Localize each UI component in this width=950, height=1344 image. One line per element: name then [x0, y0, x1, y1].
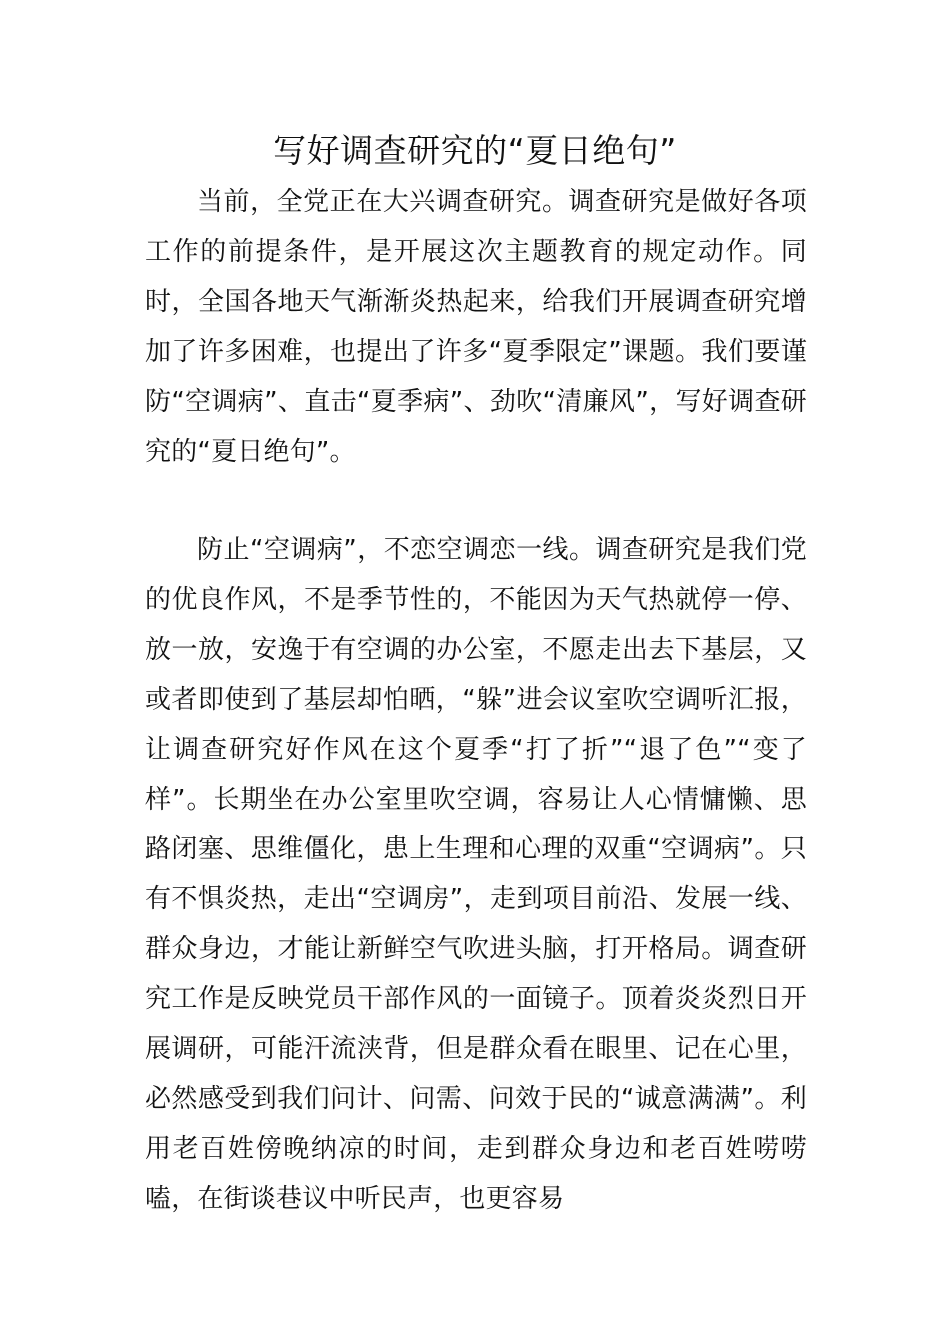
document-title: 写好调查研究的“夏日绝句”: [273, 131, 677, 170]
paragraph-air-conditioning: 防止“空调病”，不恋空调恋一线。调查研究是我们党的优良作风，不是季节性的，不能因为天气热就停一停、放一放，安逸于有空调的办公室，不愿走出去下基层，又或者即使到了基层却怕晒，“躲”进会议室吹空调听汇报，让调查研究好作风在这个夏季“打了折”“退了色”“变了样”。长期坐在办公室里吹空调，容易让人心情慵懒、思路闭塞、思维僵化，患上生理和心理的双重“空调病”。只有不惧炎热，走出“空调房”，走到项目前沿、发展一线、群众身边，才能让新鲜空气吹进头脑，打开格局。调查研究工作是反映党员干部作风的一面镜子。顶着炎炎烈日开展调研，可能汗流浃背，但是群众看在眼里、记在心里，必然感受到我们问计、问需、问效于民的“诚意满满”。利用老百姓傍晚纳凉的时间，走到群众身边和老百姓唠唠嗑，在街谈巷议中听民声，也更容易: [145, 535, 807, 1214]
paragraph-intro: 当前，全党正在大兴调查研究。调查研究是做好各项工作的前提条件，是开展这次主题教育的规定动作。同时，全国各地天气渐渐炎热起来，给我们开展调查研究增加了许多困难，也提出了许多“夏季限定”课题。我们要谨防“空调病”、直击“夏季病”、劲吹“清廉风”，写好调查研究的“夏日绝句”。: [145, 187, 807, 467]
